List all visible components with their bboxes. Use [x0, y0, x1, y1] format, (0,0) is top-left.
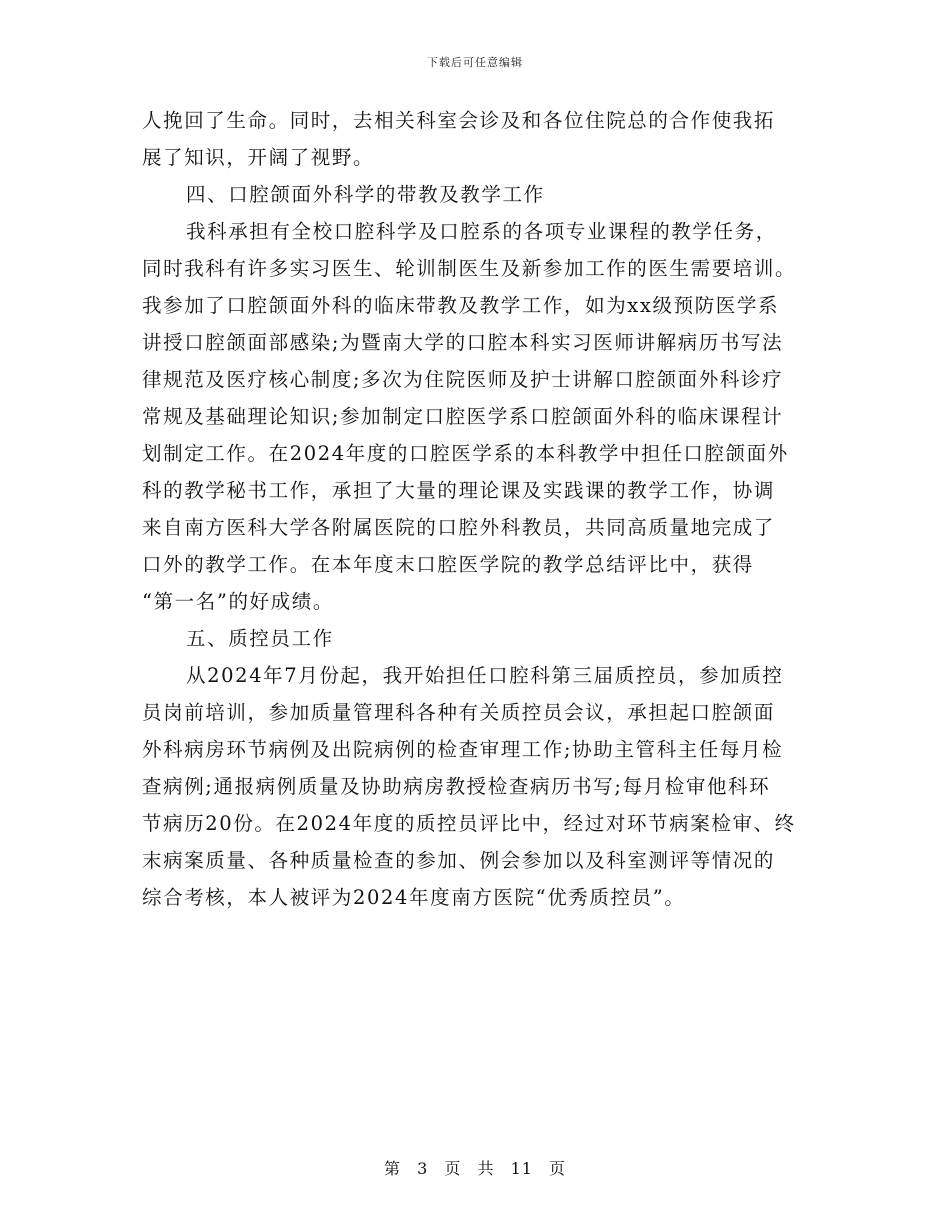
text-line: 常规及基础理论知识;参加制定口腔医学系口腔颌面外科的临床课程计	[142, 405, 784, 428]
text-line: 科的教学秘书工作，承担了大量的理论课及实践课的教学工作，协调	[142, 479, 776, 502]
page-number-footer	[0, 1156, 950, 1179]
text-line: 节病历20份。在2024年度的质控员评比中，经过对环节病案检审、终	[142, 812, 796, 835]
text-line: 同时我科有许多实习医生、轮训制医生及新参加工作的医生需要培训。	[142, 257, 797, 280]
text-line: 划制定工作。在2024年度的口腔医学系的本科教学中担任口腔颌面外	[142, 442, 789, 465]
text-line: 讲授口腔颌面部感染;为暨南大学的口腔本科实习医师讲解病历书写法	[142, 331, 784, 354]
text-line: 展了知识，开阔了视野。	[142, 146, 375, 169]
text-line: 员岗前培训，参加质量管理科各种有关质控员会议，承担起口腔颌面	[142, 701, 776, 724]
footer-label-page: 第	[383, 1159, 401, 1178]
text-line: 口外的教学工作。在本年度末口腔医学院的教学总结评比中，获得	[142, 553, 754, 576]
text-line: 律规范及医疗核心制度;多次为住院医师及护士讲解口腔颌面外科诊疗	[142, 368, 784, 391]
text-line: 我科承担有全校口腔科学及口腔系的各项专业课程的教学任务，	[186, 220, 777, 243]
page-header: 下载后可任意编辑	[427, 56, 523, 69]
footer-label-end: 页	[549, 1159, 567, 1178]
text-line: 末病案质量、各种质量检查的参加、例会参加以及科室测评等情况的	[142, 849, 776, 872]
text-line: 查病例;通报病例质量及协助病房教授检查病历书写;每月检审他科环	[142, 775, 771, 798]
total-pages-number: 11	[510, 1159, 533, 1178]
current-page-number: 3	[417, 1159, 429, 1178]
text-line: 我参加了口腔颌面外科的临床带教及教学工作，如为xx级预防医学系	[142, 294, 780, 317]
text-line: 人挽回了生命。同时，去相关科室会诊及和各位住院总的合作使我拓	[142, 109, 776, 132]
text-line: 综合考核，本人被评为2024年度南方医院“优秀质控员”。	[142, 886, 686, 909]
document-body	[142, 102, 818, 916]
footer-label-of: 页	[444, 1159, 462, 1178]
text-line: 来自南方医科大学各附属医院的口腔外科教员，共同高质量地完成了	[142, 516, 776, 539]
footer-label-total: 共	[477, 1159, 495, 1178]
text-line: 从2024年7月份起，我开始担任口腔科第三届质控员，参加质控	[186, 664, 784, 687]
section-heading-4: 四、口腔颌面外科学的带教及教学工作	[186, 183, 545, 206]
text-line: “第一名”的好成绩。	[142, 590, 334, 613]
text-line: 外科病房环节病例及出院病例的检查审理工作;协助主管科主任每月检	[142, 738, 784, 761]
section-heading-5: 五、质控员工作	[186, 627, 334, 650]
